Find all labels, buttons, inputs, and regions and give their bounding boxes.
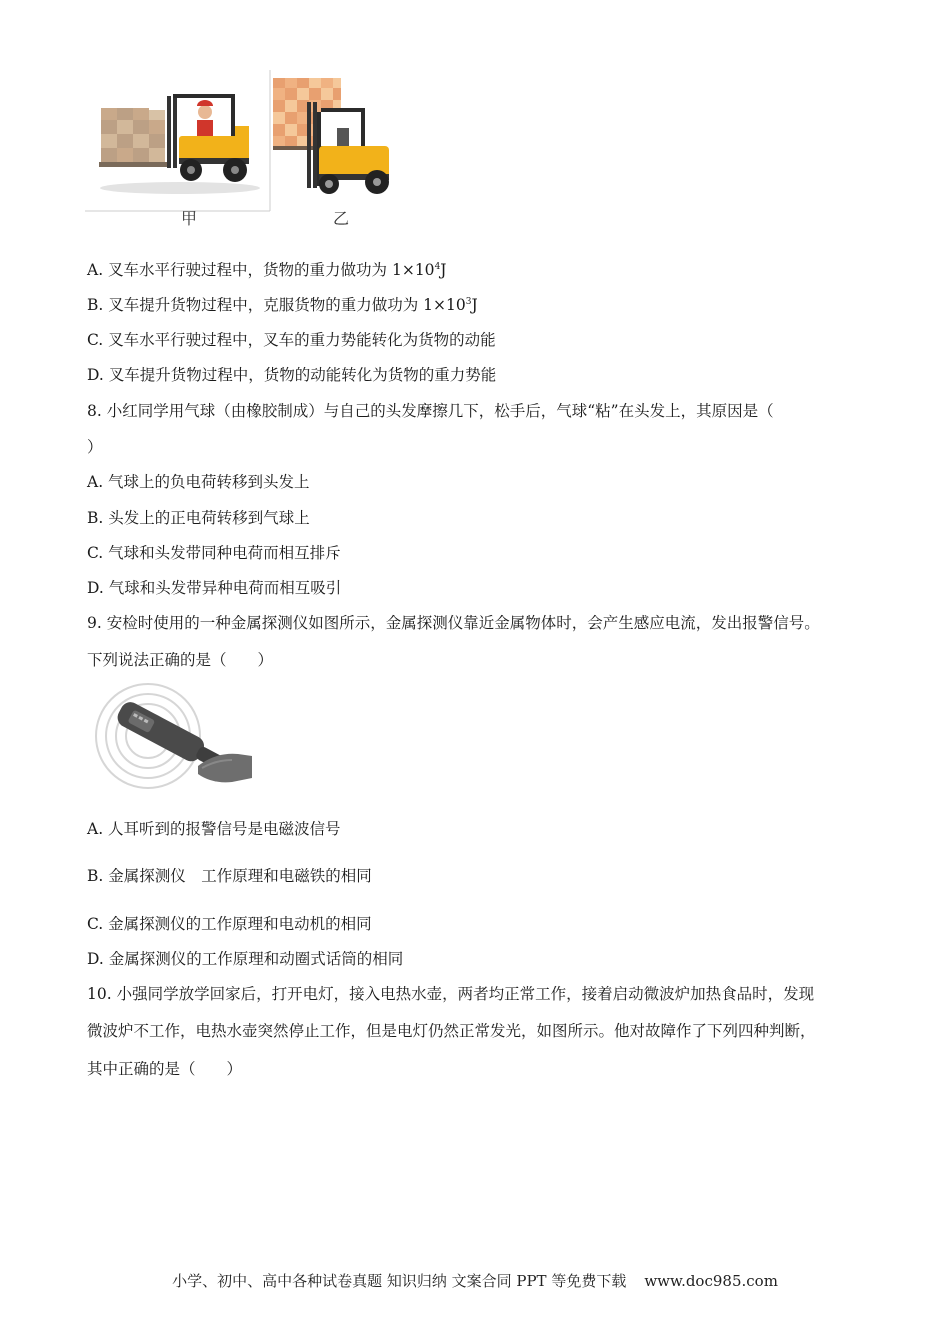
metal-detector-figure (90, 680, 260, 800)
footer-url[interactable]: www.doc985.com (644, 1272, 778, 1290)
q10-stem-cont-2: 其中正确的是（ ） (87, 1060, 243, 1078)
q9-option-d: D. 金属探测仪的工作原理和动圈式话筒的相同 (87, 950, 404, 968)
q8-option-c: C. 气球和头发带同种电荷而相互排斥 (87, 544, 341, 562)
forklift-figure (85, 68, 405, 228)
q7-option-b: B. 叉车提升货物过程中，克服货物的重力做功为 $1\times 10^3J$ (87, 296, 478, 314)
q8-stem: 8. 小红同学用气球（由橡胶制成）与自己的头发摩擦几下，松手后，气球“粘”在头发上，其原因是（ (87, 402, 774, 420)
q7-option-a: A. 叉车水平行驶过程中，货物的重力做功为 $1\times 10^4J$ (87, 261, 447, 279)
q8-option-a: A. 气球上的负电荷转移到头发上 (87, 473, 310, 491)
q8-stem-cont: ） (87, 438, 103, 456)
q9-option-c: C. 金属探测仪的工作原理和电动机的相同 (87, 915, 372, 933)
figure-label-a: 甲 (181, 209, 198, 228)
q9-stem-cont: 下列说法正确的是（ ） (87, 651, 274, 669)
q7-option-d: D. 叉车提升货物过程中，货物的动能转化为货物的重力势能 (87, 366, 497, 384)
page-footer (0, 1270, 950, 1291)
figure-label-b: 乙 (333, 209, 350, 228)
q10-stem-cont-1: 微波炉不工作，电热水壶突然停止工作，但是电灯仍然正常发光，如图所示。他对故障作了下列四种判断， (87, 1022, 816, 1040)
q10-stem: 10. 小强同学放学回家后，打开电灯，接入电热水壶，两者均正常工作，接着启动微波炉加热食品时，发现 (87, 985, 815, 1003)
q8-option-b: B. 头发上的正电荷转移到气球上 (87, 509, 310, 527)
footer-text: 小学、初中、高中各种试卷真题 知识归纳 文案合同 PPT 等免费下载 (172, 1272, 627, 1290)
q9-stem: 9. 安检时使用的一种金属探测仪如图所示，金属探测仪靠近金属物体时，会产生感应电流，发出报警信号。 (87, 614, 820, 632)
q7-option-c: C. 叉车水平行驶过程中，叉车的重力势能转化为货物的动能 (87, 331, 496, 349)
q9-option-a: A. 人耳听到的报警信号是电磁波信号 (87, 820, 341, 838)
q8-option-d: D. 气球和头发带异种电荷而相互吸引 (87, 579, 342, 597)
q9-option-b: B. 金属探测仪 工作原理和电磁铁的相同 (87, 867, 372, 885)
